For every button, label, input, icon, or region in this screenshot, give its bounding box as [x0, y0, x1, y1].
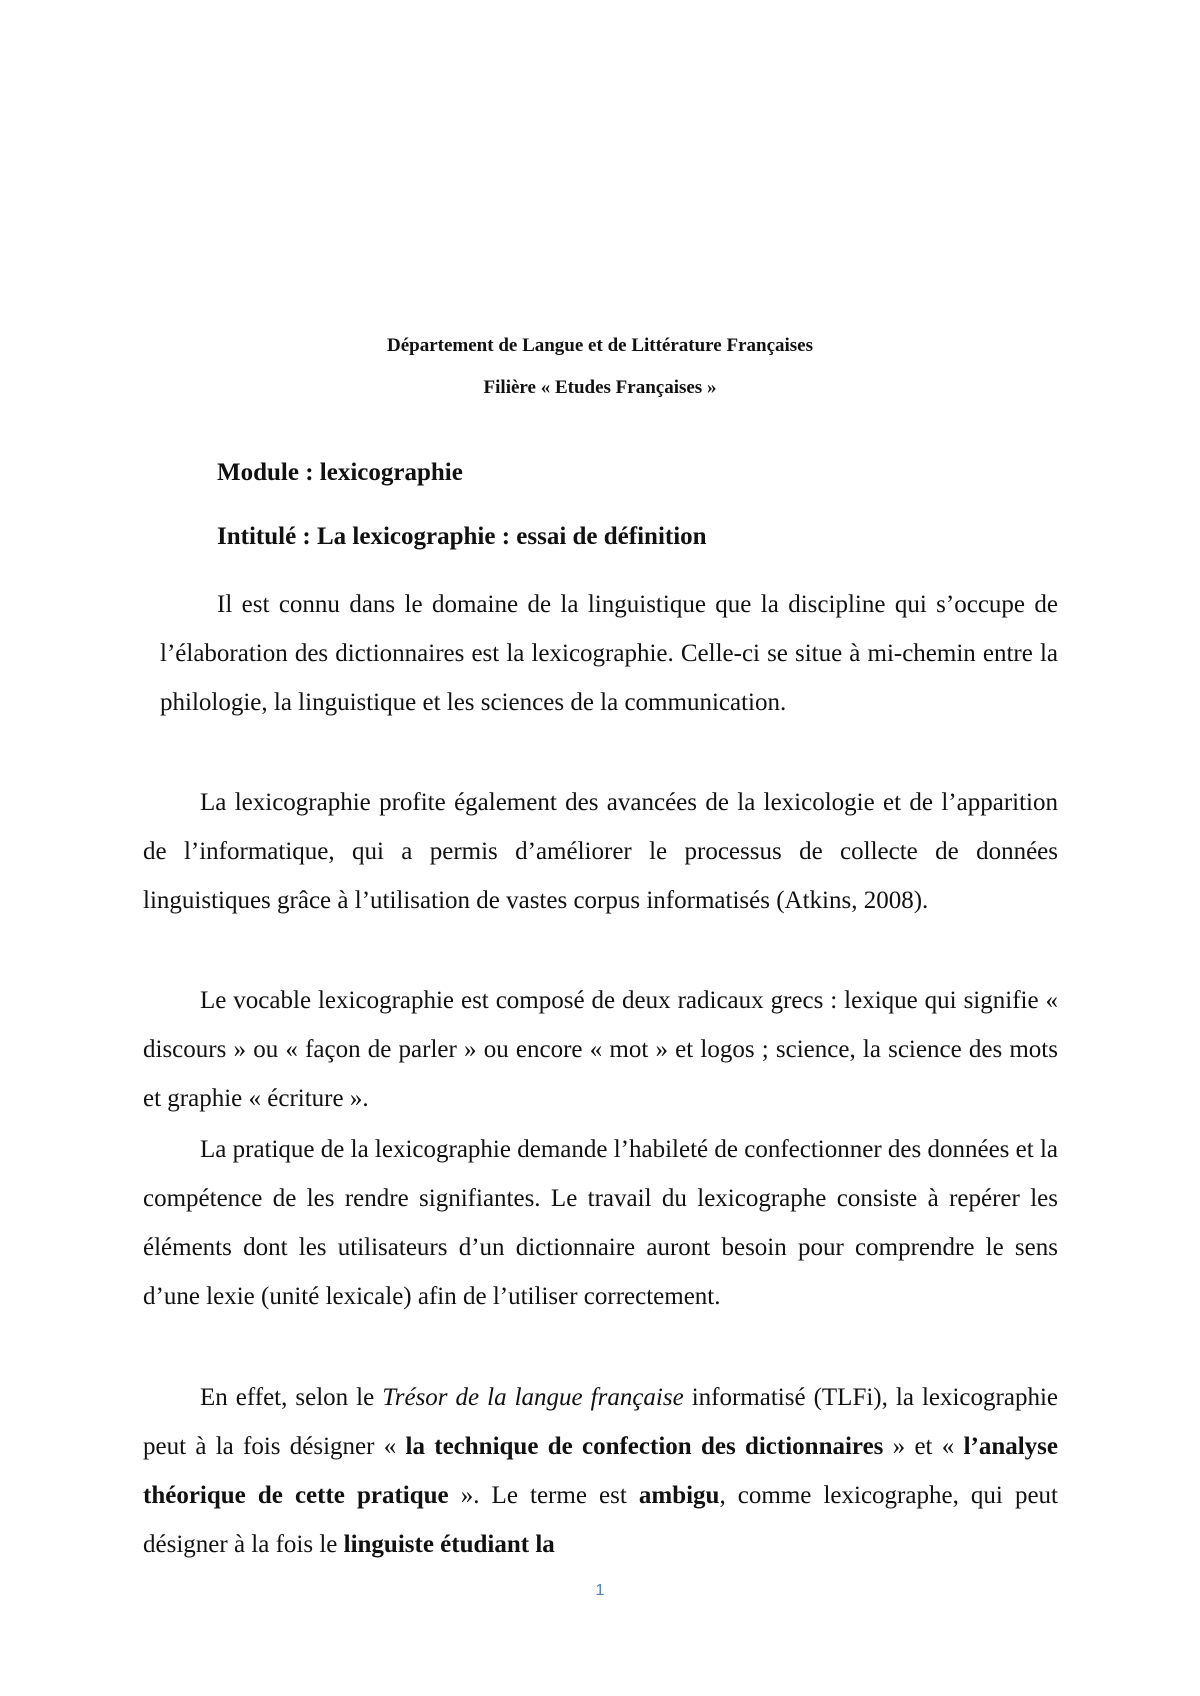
p5-text-5: , comme lexicographe, qui peut désigner à la fois le: [143, 1482, 1058, 1558]
p5-text-1: En effet, selon le: [200, 1384, 383, 1411]
p5-text-3: » et «: [883, 1433, 964, 1460]
p5-bold-2: l’analyse théorique de cette pratique: [143, 1433, 1059, 1509]
paragraph-5: [143, 1373, 1058, 1569]
page-number: 1: [595, 1582, 605, 1599]
department-heading: Département de Langue et de Littérature Françaises: [387, 335, 813, 356]
paragraph-4: La pratique de la lexicographie demande l’habileté de confectionner des données et la compétence de les rendre signifiantes. Le travail du lexicographe consiste à repérer les éléments dont les utilisateurs d’un dictionnaire auront besoin pour comprendre le sens d’une lexie (unité lexicale) afin de l’utiliser correctement.: [143, 1136, 1058, 1310]
filiere-heading: Filière « Etudes Françaises »: [483, 377, 717, 398]
module-title: Module : lexicographie: [217, 459, 463, 486]
intitule-title: Intitulé : La lexicographie : essai de définition: [217, 523, 707, 550]
p5-text-4: ». Le terme est: [448, 1482, 639, 1509]
p5-text-2: informatisé (TLFi), la lexicographie peut à la fois désigner «: [143, 1384, 1058, 1460]
p5-tlfi-title: Trésor de la langue française: [382, 1384, 684, 1411]
p5-bold-4: linguiste étudiant la: [343, 1531, 555, 1558]
paragraph-1: Il est connu dans le domaine de la linguistique que la discipline qui s’occupe de l’élaboration des dictionnaires est la lexicographie. Celle-ci se situe à mi-chemin entre la philologie, la linguistique et les sciences de la communication.: [160, 591, 1058, 716]
paragraph-3: Le vocable lexicographie est composé de deux radicaux grecs : lexique qui signifie « discours » ou « façon de parler » ou encore « mot » et logos ; science, la science des mots et graphie « écriture ».: [143, 987, 1058, 1112]
paragraph-2: La lexicographie profite également des avancées de la lexicologie et de l’apparition de l’informatique, qui a permis d’améliorer le processus de collecte de données linguistiques grâce à l’utilisation de vastes corpus informatisés (Atkins, 2008).: [143, 789, 1058, 914]
p5-bold-1: la technique de confection des dictionnaires: [405, 1433, 884, 1460]
p5-bold-3: ambigu: [638, 1482, 720, 1509]
